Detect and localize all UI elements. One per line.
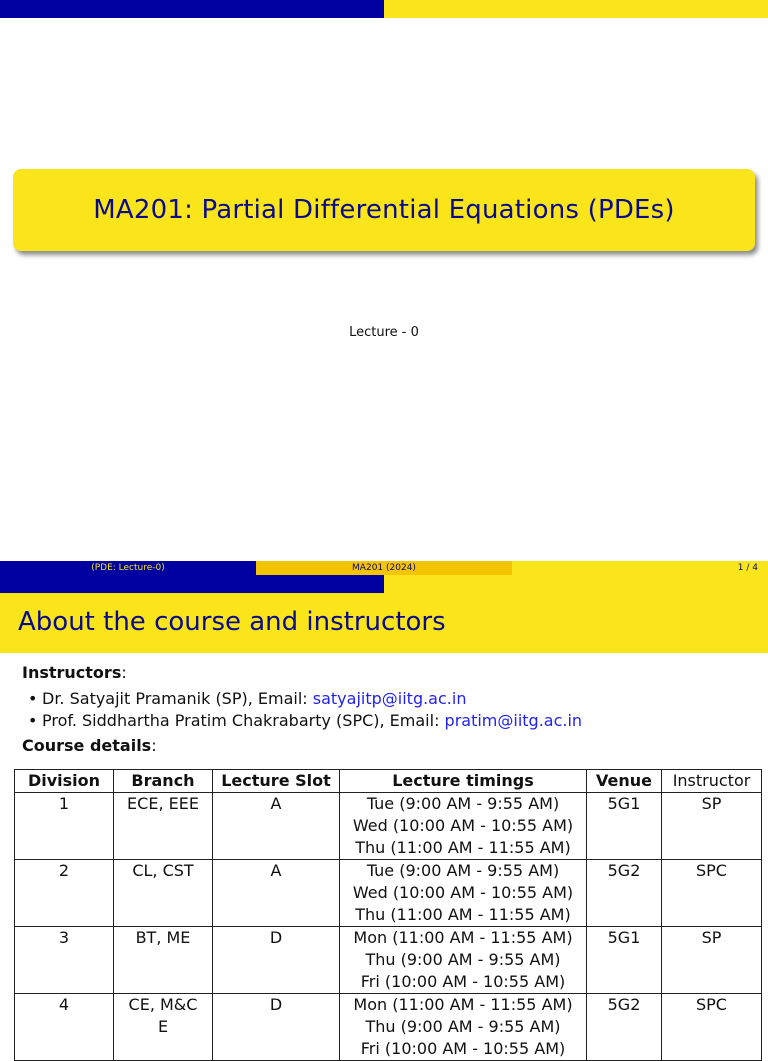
- timing-line: Mon (11:00 AM - 11:55 AM): [353, 995, 573, 1014]
- cell-division: 1: [15, 793, 114, 860]
- bullet-icon: •: [28, 689, 38, 708]
- timing-line: Thu (9:00 AM - 9:55 AM): [365, 1017, 561, 1036]
- cell-venue: 5G2: [587, 860, 662, 927]
- branch-line: E: [157, 1017, 169, 1036]
- footer-course: MA201 (2024): [256, 561, 512, 575]
- footer-page-number-text: 1 / 4: [737, 563, 758, 573]
- column-header-venue: Venue: [587, 770, 662, 793]
- column-header-branch: Branch: [114, 770, 213, 793]
- title-box: [13, 169, 755, 251]
- column-header-instructor: Instructor: [662, 770, 762, 793]
- instructor-text: Prof. Siddhartha Pratim Chakrabarty (SPC), Email:: [42, 711, 445, 730]
- bullet-icon: •: [28, 711, 38, 730]
- cell-division: 3: [15, 927, 114, 994]
- table-row: [15, 793, 762, 860]
- column-header-lecture-slot: Lecture Slot: [213, 770, 340, 793]
- cell-instructor: SPC: [662, 994, 762, 1061]
- timing-line: Fri (10:00 AM - 10:55 AM): [360, 1039, 566, 1058]
- list-item: [22, 688, 762, 710]
- timing-line: Wed (10:00 AM - 10:55 AM): [352, 883, 574, 902]
- timing-line: Fri (10:00 AM - 10:55 AM): [360, 972, 566, 991]
- column-header-division: Division: [15, 770, 114, 793]
- frame-title: About the course and instructors: [18, 607, 446, 637]
- timing-line: Thu (11:00 AM - 11:55 AM): [355, 905, 571, 924]
- cell-instructor: SP: [662, 793, 762, 860]
- header-bar-blue: [0, 575, 384, 593]
- slide-content: [22, 663, 762, 755]
- cell-branch: ECE, EEE: [114, 793, 213, 860]
- table-row: [15, 860, 762, 927]
- slide-footer: [0, 561, 768, 575]
- header-bar-yellow: [384, 0, 768, 18]
- header-bar-blue: [0, 0, 384, 18]
- header-bar: [0, 0, 768, 18]
- instructor-list: [22, 688, 762, 732]
- instructor-text: Dr. Satyajit Pramanik (SP), Email:: [42, 689, 313, 708]
- cell-slot: D: [213, 994, 340, 1061]
- cell-branch: BT, ME: [114, 927, 213, 994]
- cell-instructor: SP: [662, 927, 762, 994]
- instructor-email-link[interactable]: pratim@iitg.ac.in: [444, 711, 583, 730]
- timing-line: Thu (11:00 AM - 11:55 AM): [355, 838, 571, 857]
- list-item: [22, 710, 762, 732]
- cell-division: 2: [15, 860, 114, 927]
- timing-line: Tue (9:00 AM - 9:55 AM): [366, 794, 560, 813]
- cell-venue: 5G1: [587, 927, 662, 994]
- cell-timings: [340, 793, 587, 860]
- lecture-subtitle: Lecture - 0: [349, 325, 419, 340]
- slide-about-course: [0, 575, 768, 1058]
- cell-branch: [114, 994, 213, 1061]
- cell-timings: [340, 860, 587, 927]
- course-details-heading-text: Course details: [22, 736, 152, 755]
- cell-division: 4: [15, 994, 114, 1061]
- cell-venue: 5G1: [587, 793, 662, 860]
- footer-lecture: (PDE: Lecture-0): [0, 561, 256, 575]
- cell-slot: D: [213, 927, 340, 994]
- cell-timings: [340, 927, 587, 994]
- table-header-row: [15, 770, 762, 793]
- instructor-email-link[interactable]: satyajitp@iitg.ac.in: [312, 689, 467, 708]
- header-bar-yellow: [384, 575, 768, 593]
- branch-line: CE, M&C: [128, 995, 198, 1014]
- cell-instructor: SPC: [662, 860, 762, 927]
- frame-title-bar: [0, 593, 768, 653]
- instructors-heading-text: Instructors: [22, 663, 122, 682]
- cell-venue: 5G2: [587, 994, 662, 1061]
- timing-line: Mon (11:00 AM - 11:55 AM): [353, 928, 573, 947]
- header-bar: [0, 575, 768, 593]
- timing-line: Thu (9:00 AM - 9:55 AM): [365, 950, 561, 969]
- cell-branch: CL, CST: [114, 860, 213, 927]
- course-details-heading: Course details:: [22, 736, 157, 755]
- course-table: [14, 769, 762, 1061]
- timing-line: Tue (9:00 AM - 9:55 AM): [366, 861, 560, 880]
- footer-page-number: [512, 561, 768, 575]
- cell-slot: A: [213, 860, 340, 927]
- cell-timings: [340, 994, 587, 1061]
- timing-line: Wed (10:00 AM - 10:55 AM): [352, 816, 574, 835]
- instructors-heading: Instructors:: [22, 663, 127, 682]
- table-row: [15, 994, 762, 1061]
- cell-slot: A: [213, 793, 340, 860]
- presentation-title: MA201: Partial Differential Equations (PDEs): [93, 195, 675, 225]
- table-row: [15, 927, 762, 994]
- column-header-lecture-timings: Lecture timings: [340, 770, 587, 793]
